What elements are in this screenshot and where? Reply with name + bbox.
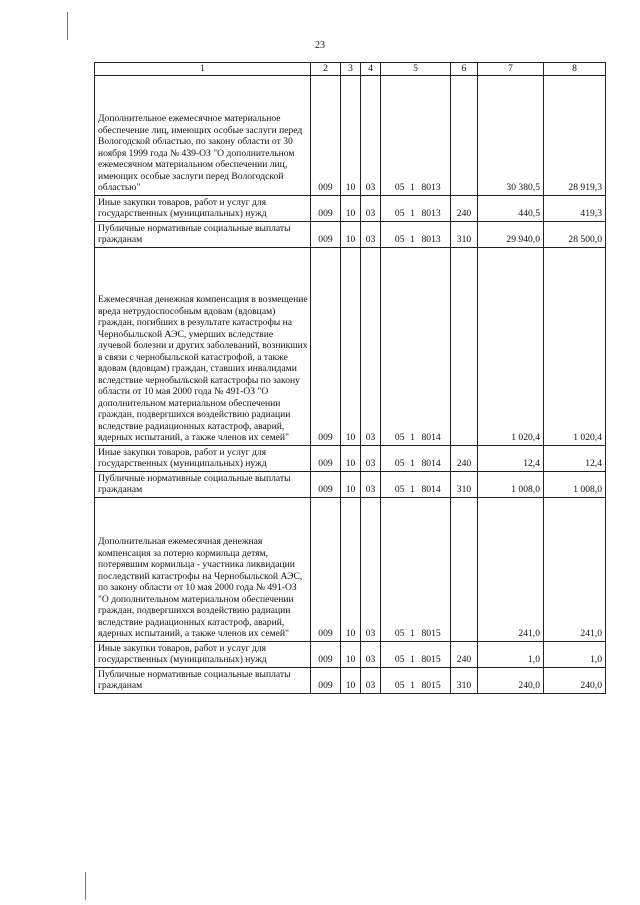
cell-col7: 240,0 bbox=[478, 667, 544, 693]
cell-col6: 310 bbox=[451, 471, 478, 497]
column-header-4: 4 bbox=[361, 63, 381, 76]
cell-col5-part1: 05 bbox=[381, 667, 407, 693]
cell-col5-part3: 8013 bbox=[419, 75, 451, 195]
cell-col5-part3: 8013 bbox=[419, 221, 451, 247]
cell-col2: 009 bbox=[311, 221, 341, 247]
cell-col5-part2: 1 bbox=[407, 471, 419, 497]
margin-mark-bottom bbox=[85, 872, 86, 900]
table-row bbox=[95, 445, 606, 471]
cell-col7: 241,0 bbox=[478, 497, 544, 641]
column-header-1: 1 bbox=[95, 63, 311, 76]
table-row bbox=[95, 497, 606, 641]
cell-col8: 12,4 bbox=[544, 445, 606, 471]
row-description: Ежемесячная денежная компенсация в возмещение вреда нетрудоспособным вдовам (вдовцам) граждан, погибших в результате катастрофы на Чернобыльской АЭС, умерших вследствие лучевой болезни и других заболеваний, возникших в связи с чернобыльской катастрофой, а также вдовам (вдовцам) граждан, ставших инвалидами вследствие чернобыльской катастрофы по закону области от 10 мая 2000 года № 491-ОЗ "О дополнительном материальном обеспечении граждан, подвергшихся воздействию радиации вследствие радиационных катастроф, аварий, ядерных испытаний, а также членов их семей" bbox=[95, 247, 311, 445]
cell-col6 bbox=[451, 75, 478, 195]
row-description: Дополнительное ежемесячное материальное обеспечение лиц, имеющих особые заслуги перед Вологодской областью, по закону области от 30 ноября 1999 года № 439-ОЗ "О дополнительном ежемесячном материальном обеспечении лиц, имеющих особые заслуги перед Вологодской областью" bbox=[95, 75, 311, 195]
cell-col4: 03 bbox=[361, 497, 381, 641]
table-row bbox=[95, 195, 606, 221]
cell-col7: 29 940,0 bbox=[478, 221, 544, 247]
cell-col3: 10 bbox=[341, 471, 361, 497]
cell-col3: 10 bbox=[341, 75, 361, 195]
cell-col4: 03 bbox=[361, 667, 381, 693]
table-row bbox=[95, 221, 606, 247]
cell-col3: 10 bbox=[341, 445, 361, 471]
row-description: Публичные нормативные социальные выплаты гражданам bbox=[95, 667, 311, 693]
cell-col4: 03 bbox=[361, 195, 381, 221]
cell-col5-part1: 05 bbox=[381, 195, 407, 221]
cell-col2: 009 bbox=[311, 471, 341, 497]
cell-col2: 009 bbox=[311, 247, 341, 445]
cell-col3: 10 bbox=[341, 497, 361, 641]
cell-col6: 240 bbox=[451, 641, 478, 667]
cell-col7: 1 020,4 bbox=[478, 247, 544, 445]
cell-col7: 1 008,0 bbox=[478, 471, 544, 497]
cell-col6: 240 bbox=[451, 195, 478, 221]
cell-col4: 03 bbox=[361, 247, 381, 445]
table-row bbox=[95, 75, 606, 195]
cell-col5-part3: 8014 bbox=[419, 445, 451, 471]
cell-col8: 240,0 bbox=[544, 667, 606, 693]
cell-col2: 009 bbox=[311, 497, 341, 641]
cell-col4: 03 bbox=[361, 471, 381, 497]
cell-col5-part3: 8013 bbox=[419, 195, 451, 221]
cell-col8: 1 020,4 bbox=[544, 247, 606, 445]
cell-col2: 009 bbox=[311, 195, 341, 221]
cell-col6 bbox=[451, 497, 478, 641]
column-header-5: 5 bbox=[381, 63, 451, 76]
cell-col4: 03 bbox=[361, 75, 381, 195]
cell-col4: 03 bbox=[361, 641, 381, 667]
cell-col7: 440,5 bbox=[478, 195, 544, 221]
cell-col5-part1: 05 bbox=[381, 445, 407, 471]
table-row bbox=[95, 471, 606, 497]
cell-col5-part2: 1 bbox=[407, 247, 419, 445]
row-description: Публичные нормативные социальные выплаты гражданам bbox=[95, 471, 311, 497]
cell-col7: 30 380,5 bbox=[478, 75, 544, 195]
cell-col5-part3: 8015 bbox=[419, 497, 451, 641]
cell-col2: 009 bbox=[311, 667, 341, 693]
cell-col6: 310 bbox=[451, 221, 478, 247]
table-row bbox=[95, 641, 606, 667]
cell-col6: 240 bbox=[451, 445, 478, 471]
cell-col8: 419,3 bbox=[544, 195, 606, 221]
cell-col5-part1: 05 bbox=[381, 641, 407, 667]
column-header-3: 3 bbox=[341, 63, 361, 76]
cell-col7: 1,0 bbox=[478, 641, 544, 667]
row-description: Иные закупки товаров, работ и услуг для государственных (муниципальных) нужд bbox=[95, 195, 311, 221]
cell-col8: 28 500,0 bbox=[544, 221, 606, 247]
column-header-7: 7 bbox=[478, 63, 544, 76]
table-row bbox=[95, 247, 606, 445]
cell-col5-part2: 1 bbox=[407, 497, 419, 641]
table-row bbox=[95, 667, 606, 693]
row-description: Иные закупки товаров, работ и услуг для государственных (муниципальных) нужд bbox=[95, 641, 311, 667]
cell-col2: 009 bbox=[311, 75, 341, 195]
cell-col6: 310 bbox=[451, 667, 478, 693]
cell-col6 bbox=[451, 247, 478, 445]
cell-col5-part2: 1 bbox=[407, 75, 419, 195]
cell-col5-part2: 1 bbox=[407, 667, 419, 693]
budget-table bbox=[94, 62, 606, 694]
cell-col5-part2: 1 bbox=[407, 195, 419, 221]
cell-col3: 10 bbox=[341, 641, 361, 667]
header-row bbox=[95, 63, 606, 76]
cell-col5-part3: 8014 bbox=[419, 247, 451, 445]
page-number: 23 bbox=[315, 40, 325, 51]
cell-col5-part2: 1 bbox=[407, 445, 419, 471]
row-description: Публичные нормативные социальные выплаты гражданам bbox=[95, 221, 311, 247]
margin-mark-top bbox=[67, 12, 68, 40]
cell-col5-part1: 05 bbox=[381, 247, 407, 445]
cell-col5-part1: 05 bbox=[381, 75, 407, 195]
cell-col8: 1 008,0 bbox=[544, 471, 606, 497]
cell-col5-part1: 05 bbox=[381, 497, 407, 641]
cell-col8: 1,0 bbox=[544, 641, 606, 667]
cell-col4: 03 bbox=[361, 221, 381, 247]
cell-col5-part3: 8015 bbox=[419, 667, 451, 693]
cell-col5-part2: 1 bbox=[407, 641, 419, 667]
cell-col3: 10 bbox=[341, 221, 361, 247]
cell-col8: 241,0 bbox=[544, 497, 606, 641]
column-header-6: 6 bbox=[451, 63, 478, 76]
cell-col3: 10 bbox=[341, 195, 361, 221]
cell-col7: 12,4 bbox=[478, 445, 544, 471]
cell-col3: 10 bbox=[341, 247, 361, 445]
row-description: Дополнительная ежемесячная денежная компенсация за потерю кормильца детям, потерявшим кормильца - участника ликвидации последствий катастрофы на Чернобыльской АЭС, по закону области от 10 мая 2000 года № 491-ОЗ "О дополнительном материальном обеспечении граждан, подвергшихся воздействию радиации вследствие радиационных катастроф, аварий, ядерных испытаний, а также членов их семей" bbox=[95, 497, 311, 641]
cell-col3: 10 bbox=[341, 667, 361, 693]
cell-col5-part2: 1 bbox=[407, 221, 419, 247]
cell-col2: 009 bbox=[311, 445, 341, 471]
column-header-2: 2 bbox=[311, 63, 341, 76]
cell-col4: 03 bbox=[361, 445, 381, 471]
cell-col5-part3: 8014 bbox=[419, 471, 451, 497]
column-header-8: 8 bbox=[544, 63, 606, 76]
cell-col5-part3: 8015 bbox=[419, 641, 451, 667]
cell-col5-part1: 05 bbox=[381, 471, 407, 497]
cell-col5-part1: 05 bbox=[381, 221, 407, 247]
cell-col8: 28 919,3 bbox=[544, 75, 606, 195]
cell-col2: 009 bbox=[311, 641, 341, 667]
row-description: Иные закупки товаров, работ и услуг для государственных (муниципальных) нужд bbox=[95, 445, 311, 471]
